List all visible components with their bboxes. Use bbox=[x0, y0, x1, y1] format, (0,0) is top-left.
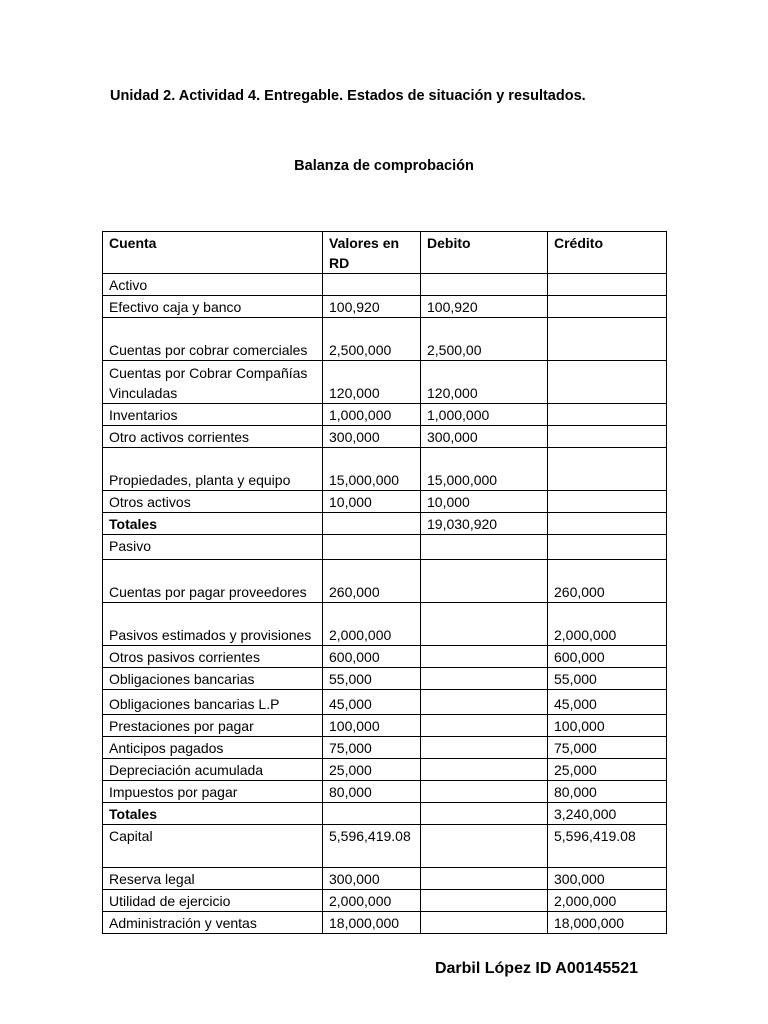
cell-credito bbox=[548, 426, 667, 448]
cell-cuenta: Pasivo bbox=[103, 535, 323, 560]
cell-cuenta: Totales bbox=[103, 513, 323, 535]
cell-debito bbox=[421, 803, 548, 825]
cell-valor: 15,000,000 bbox=[323, 448, 421, 491]
cell-cuenta: Administración y ventas bbox=[103, 912, 323, 934]
cell-credito: 2,000,000 bbox=[548, 890, 667, 912]
cell-debito: 19,030,920 bbox=[421, 513, 548, 535]
cell-valor: 75,000 bbox=[323, 737, 421, 759]
cell-credito: 100,000 bbox=[548, 715, 667, 737]
cell-cuenta: Otros activos bbox=[103, 491, 323, 513]
table-row bbox=[103, 560, 667, 603]
cell-debito: 15,000,000 bbox=[421, 448, 548, 491]
cell-credito bbox=[548, 274, 667, 296]
cell-credito bbox=[548, 448, 667, 491]
cell-debito bbox=[421, 690, 548, 715]
cell-credito: 25,000 bbox=[548, 759, 667, 781]
table-row bbox=[103, 825, 667, 868]
cell-cuenta: Obligaciones bancarias bbox=[103, 668, 323, 690]
cell-credito: 55,000 bbox=[548, 668, 667, 690]
cell-debito bbox=[421, 715, 548, 737]
cell-credito bbox=[548, 535, 667, 560]
table-row bbox=[103, 318, 667, 361]
cell-debito bbox=[421, 560, 548, 603]
cell-cuenta: Capital bbox=[103, 825, 323, 868]
cell-cuenta: Inventarios bbox=[103, 404, 323, 426]
cell-debito bbox=[421, 646, 548, 668]
cell-credito: 2,000,000 bbox=[548, 603, 667, 646]
cell-debito bbox=[421, 603, 548, 646]
table-row bbox=[103, 426, 667, 448]
cell-cuenta: Cuentas por pagar proveedores bbox=[103, 560, 323, 603]
cell-valor: 25,000 bbox=[323, 759, 421, 781]
cell-credito: 80,000 bbox=[548, 781, 667, 803]
cell-credito: 18,000,000 bbox=[548, 912, 667, 934]
cell-debito: 1,000,000 bbox=[421, 404, 548, 426]
cell-valor: 300,000 bbox=[323, 868, 421, 890]
cell-credito bbox=[548, 491, 667, 513]
cell-cuenta: Utilidad de ejercicio bbox=[103, 890, 323, 912]
cell-debito bbox=[421, 535, 548, 560]
cell-credito: 260,000 bbox=[548, 560, 667, 603]
cell-credito bbox=[548, 296, 667, 318]
cell-cuenta: Otros pasivos corrientes bbox=[103, 646, 323, 668]
cell-valor bbox=[323, 535, 421, 560]
cell-credito bbox=[548, 361, 667, 404]
table-row bbox=[103, 759, 667, 781]
cell-valor: 10,000 bbox=[323, 491, 421, 513]
cell-debito bbox=[421, 781, 548, 803]
table-row bbox=[103, 737, 667, 759]
cell-valor: 80,000 bbox=[323, 781, 421, 803]
cell-valor: 600,000 bbox=[323, 646, 421, 668]
cell-debito bbox=[421, 912, 548, 934]
table-row bbox=[103, 448, 667, 491]
cell-credito: 45,000 bbox=[548, 690, 667, 715]
cell-valor: 120,000 bbox=[323, 361, 421, 404]
author-signature: Darbil López ID A00145521 bbox=[434, 960, 638, 977]
table-row bbox=[103, 535, 667, 560]
cell-valor: 300,000 bbox=[323, 426, 421, 448]
cell-debito bbox=[421, 890, 548, 912]
table-row bbox=[103, 781, 667, 803]
cell-cuenta: Efectivo caja y banco bbox=[103, 296, 323, 318]
cell-credito bbox=[548, 404, 667, 426]
table-row bbox=[103, 690, 667, 715]
table-row bbox=[103, 715, 667, 737]
cell-valor bbox=[323, 513, 421, 535]
cell-credito: 5,596,419.08 bbox=[548, 825, 667, 868]
cell-credito: 300,000 bbox=[548, 868, 667, 890]
cell-debito: 2,500,00 bbox=[421, 318, 548, 361]
cell-cuenta: Pasivos estimados y provisiones bbox=[103, 603, 323, 646]
column-header-cuenta: Cuenta bbox=[103, 232, 323, 274]
cell-valor: 100,000 bbox=[323, 715, 421, 737]
column-header-credito: Crédito bbox=[548, 232, 667, 274]
table-row bbox=[103, 274, 667, 296]
cell-debito: 100,920 bbox=[421, 296, 548, 318]
cell-cuenta: Depreciación acumulada bbox=[103, 759, 323, 781]
cell-valor bbox=[323, 274, 421, 296]
table-row bbox=[103, 868, 667, 890]
cell-credito: 75,000 bbox=[548, 737, 667, 759]
table-row bbox=[103, 912, 667, 934]
cell-valor bbox=[323, 803, 421, 825]
cell-credito bbox=[548, 318, 667, 361]
cell-cuenta: Reserva legal bbox=[103, 868, 323, 890]
table-row bbox=[103, 361, 667, 404]
cell-cuenta: Cuentas por cobrar comerciales bbox=[103, 318, 323, 361]
cell-cuenta: Activo bbox=[103, 274, 323, 296]
table-row bbox=[103, 646, 667, 668]
cell-cuenta: Impuestos por pagar bbox=[103, 781, 323, 803]
cell-cuenta: Anticipos pagados bbox=[103, 737, 323, 759]
totals-row bbox=[103, 513, 667, 535]
cell-cuenta: Prestaciones por pagar bbox=[103, 715, 323, 737]
document-title: Unidad 2. Actividad 4. Entregable. Estados de situación y resultados. bbox=[110, 88, 586, 104]
cell-debito bbox=[421, 668, 548, 690]
trial-balance-table bbox=[102, 231, 667, 934]
column-header-debito: Debito bbox=[421, 232, 548, 274]
cell-debito: 300,000 bbox=[421, 426, 548, 448]
table-row bbox=[103, 296, 667, 318]
cell-debito bbox=[421, 737, 548, 759]
cell-valor: 5,596,419.08 bbox=[323, 825, 421, 868]
cell-valor: 18,000,000 bbox=[323, 912, 421, 934]
table-row bbox=[103, 890, 667, 912]
cell-debito bbox=[421, 825, 548, 868]
cell-cuenta: Cuentas por Cobrar Compañías Vinculadas bbox=[103, 361, 323, 404]
cell-debito bbox=[421, 759, 548, 781]
cell-cuenta: Obligaciones bancarias L.P bbox=[103, 690, 323, 715]
document-subtitle: Balanza de comprobación bbox=[294, 158, 474, 174]
cell-debito bbox=[421, 274, 548, 296]
cell-valor: 55,000 bbox=[323, 668, 421, 690]
cell-valor: 1,000,000 bbox=[323, 404, 421, 426]
cell-valor: 260,000 bbox=[323, 560, 421, 603]
cell-cuenta: Propiedades, planta y equipo bbox=[103, 448, 323, 491]
cell-valor: 2,000,000 bbox=[323, 890, 421, 912]
column-header-valores: Valores en RD bbox=[323, 232, 421, 274]
cell-credito: 3,240,000 bbox=[548, 803, 667, 825]
cell-valor: 2,000,000 bbox=[323, 603, 421, 646]
table-row bbox=[103, 668, 667, 690]
table-row bbox=[103, 491, 667, 513]
cell-cuenta: Totales bbox=[103, 803, 323, 825]
cell-valor: 2,500,000 bbox=[323, 318, 421, 361]
table-header-row bbox=[103, 232, 667, 274]
cell-debito: 120,000 bbox=[421, 361, 548, 404]
totals-row bbox=[103, 803, 667, 825]
cell-valor: 100,920 bbox=[323, 296, 421, 318]
cell-debito: 10,000 bbox=[421, 491, 548, 513]
cell-credito bbox=[548, 513, 667, 535]
table-row bbox=[103, 603, 667, 646]
cell-credito: 600,000 bbox=[548, 646, 667, 668]
cell-debito bbox=[421, 868, 548, 890]
cell-valor: 45,000 bbox=[323, 690, 421, 715]
cell-cuenta: Otro activos corrientes bbox=[103, 426, 323, 448]
table-row bbox=[103, 404, 667, 426]
